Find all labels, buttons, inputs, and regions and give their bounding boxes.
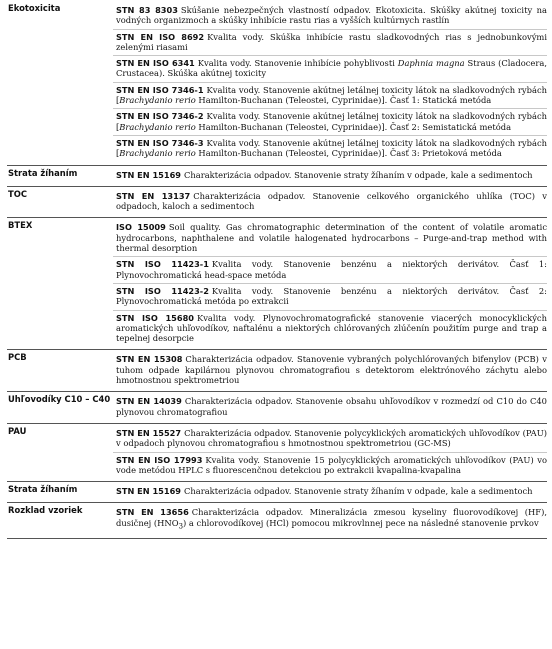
italic-text: Brachydanio rerio [119, 148, 196, 159]
parameter-label: PAU [7, 423, 113, 481]
standards-cell [113, 482, 547, 503]
standard-title: Kvalita vody. Stanovenie akútnej letálnej toxicity látok na sladkovodných rybách [ [116, 111, 547, 132]
standards-cell [113, 1, 547, 165]
table-row [7, 186, 547, 218]
standard-code: STN EN ISO 7346-2 [116, 111, 204, 122]
parameter-label: Uhľovodíky C10 – C40 [7, 392, 113, 424]
standard-title: Charakterizácia odpadov. Stanovenie straty žíhaním v odpade, kale a sedimentoch [183, 486, 533, 497]
standard-entry [113, 168, 547, 183]
standard-code: STN EN ISO 17993 [116, 454, 203, 465]
standard-entry [113, 452, 547, 479]
standards-table [7, 1, 547, 539]
standard-title: Straus (Cladocera, Crustacea). Skúška akútnej toxicity [116, 58, 547, 79]
standard-title: Kvalita vody. Stanovenie benzénu a niektorých derivátov. Časť 2: Plynovochromatická metóda po extrakcii [116, 285, 547, 307]
standard-code: STN EN 14039 [116, 396, 182, 407]
parameter-label: BTEX [7, 218, 113, 350]
standard-code: STN EN 15169 [116, 169, 181, 180]
table-row [7, 165, 547, 186]
standards-cell [113, 165, 547, 186]
standard-title: Charakterizácia odpadov. Stanovenie straty žíhaním v odpade, kale a sedimentoch [183, 169, 533, 180]
standard-entry [113, 310, 547, 347]
parameter-label: TOC [7, 186, 113, 218]
standard-entry [113, 3, 547, 29]
standard-code: STN ISO 11423-1 [116, 259, 209, 270]
parameter-label: Rozklad vzoriek [7, 503, 113, 538]
standard-code: STN 83 8303 [116, 5, 178, 15]
standard-entry [113, 220, 547, 256]
standard-code: STN EN ISO 7346-1 [116, 84, 204, 95]
standard-entry [113, 283, 547, 310]
italic-text: Brachydanio rerio [119, 95, 196, 106]
standards-cell [113, 350, 547, 392]
standard-entry [113, 82, 547, 109]
standard-code: STN EN 15169 [116, 486, 181, 497]
standard-entry [113, 29, 547, 56]
table-row [7, 392, 547, 424]
table-body [7, 1, 547, 538]
standard-title: Charakterizácia odpadov. Stanovenie polycyklických aromatických uhľovodíkov (PAU) v odpadoch plynovou chromatografiou s hmotnostnou spektrometriou (GC-MS) [116, 427, 547, 449]
standard-code: STN EN ISO 6341 [116, 58, 195, 69]
standards-cell [113, 503, 547, 538]
standard-title: ) a chlorovodíkovej (HCl) pomocou mikrovlnnej pece na následné stanovenie prvkov [182, 517, 539, 528]
standard-entry [113, 55, 547, 82]
standard-entry [113, 108, 547, 135]
standard-entry [113, 394, 547, 420]
standard-code: STN EN 13137 [116, 190, 191, 201]
table-row [7, 1, 547, 165]
standard-code: STN EN 15527 [116, 427, 182, 438]
table-row [7, 350, 547, 392]
standard-title: Hamilton-Buchanan (Teleostei, Cyprinidae)]. Časť 2: Semistatická metóda [195, 121, 512, 132]
standard-title: Kvalita vody. Stanovenie benzénu a niektorých derivátov. Časť 1: Plynovochromatická head-space metóda [116, 259, 547, 280]
standard-entry [113, 505, 547, 534]
standards-cell [113, 392, 547, 424]
standard-title: Kvalita vody. Stanovenie inhibície pohyblivosti [197, 58, 398, 69]
standards-cell [113, 218, 547, 350]
standard-title: Skúšanie nebezpečných vlastností odpadov. Ekotoxicita. Skúšky akútnej toxicity na vodných organizmoch a skúšky inhibície rastu rias a vyšších kultúrnych rastlín [116, 5, 548, 26]
standard-title: Soil quality. Gas chromatographic determination of the content of volatile aromatic hydrocarbons, naphthalene and volatile halogenated hydrocarbons – Purge-and-trap method with thermal desorption [116, 222, 547, 254]
standard-title: Kvalita vody. Plynovochromatografické stanovenie viacerých monocyklických aromatických uhľovodíkov, naftalénu a niektorých chlórovaných zlúčenín použitím purge and trap a tepelnej desorpcie [116, 312, 547, 344]
standard-code: STN EN 15308 [116, 354, 183, 365]
italic-text: Brachydanio rerio [119, 121, 196, 132]
standard-code: STN ISO 11423-2 [116, 285, 209, 296]
parameter-label: Strata žíhaním [7, 165, 113, 186]
standards-cell [113, 423, 547, 481]
standard-title: Kvalita vody. Stanovenie akútnej letálnej toxicity látok na sladkovodných rybách [ [116, 84, 547, 106]
parameter-label: Strata žíhaním [7, 482, 113, 503]
standard-title: Charakterizácia odpadov. Stanovenie obsahu uhľovodíkov v rozmedzí od C10 do C40 plynovou chromatografiou [116, 396, 547, 417]
standard-code: STN ISO 15680 [116, 312, 194, 323]
standards-cell [113, 186, 547, 218]
italic-text: Daphnia magna [397, 58, 465, 69]
table-row [7, 218, 547, 350]
parameter-label: Ekotoxicita [7, 1, 113, 165]
standard-title: Charakterizácia odpadov. Mineralizácia zmesou kyseliny fluorovodíkovej (HF), dusičnej (HNO [116, 507, 547, 528]
standard-entry [113, 256, 547, 283]
standard-title: Hamilton-Buchanan (Teleostei, Cyprinidae)]. Časť 3: Prietoková metóda [195, 148, 502, 159]
table-row [7, 503, 547, 538]
standard-title: Hamilton-Buchanan (Teleostei, Cyprinidae)]. Časť 1: Statická metóda [195, 95, 492, 106]
standard-title: Charakterizácia odpadov. Stanovenie celkového organického uhlíka (TOC) v odpadoch, kaloch a sedimentoch [116, 190, 547, 212]
standard-code: STN EN 13656 [116, 507, 189, 518]
standard-entry [113, 135, 547, 162]
standard-title: Charakterizácia odpadov. Stanovenie vybraných polychlórovaných bifenylov (PCB) v tuhom odpade kapilárnou plynovou chromatografiou s detektorom elektrónového záchytu alebo hmotnostnou spektrometriou [116, 354, 548, 386]
table-row [7, 423, 547, 481]
standard-title: Kvalita vody. Stanovenie 15 polycyklických aromatických uhľovodíkov (PAU) vo vode metódou HPLC s fluorescenčnou detekciou po extrakcii kvapalina-kvapalina [116, 454, 547, 475]
standard-title: Kvalita vody. Stanovenie akútnej letálnej toxicity látok na sladkovodných rybách [ [116, 137, 547, 159]
standard-title: Kvalita vody. Skúška inhibície rastu sladkovodných rias s jednobunkovými zelenými riasami [116, 31, 547, 52]
parameter-label: PCB [7, 350, 113, 392]
standard-entry [113, 484, 547, 499]
standard-entry [113, 189, 547, 215]
subscript-text: 3 [178, 522, 183, 531]
table-row [7, 482, 547, 503]
standard-entry [113, 352, 547, 388]
standard-code: STN EN ISO 8692 [116, 31, 205, 42]
standard-code: STN EN ISO 7346-3 [116, 137, 204, 148]
standard-entry [113, 426, 547, 452]
standard-code: ISO 15009 [116, 222, 166, 233]
